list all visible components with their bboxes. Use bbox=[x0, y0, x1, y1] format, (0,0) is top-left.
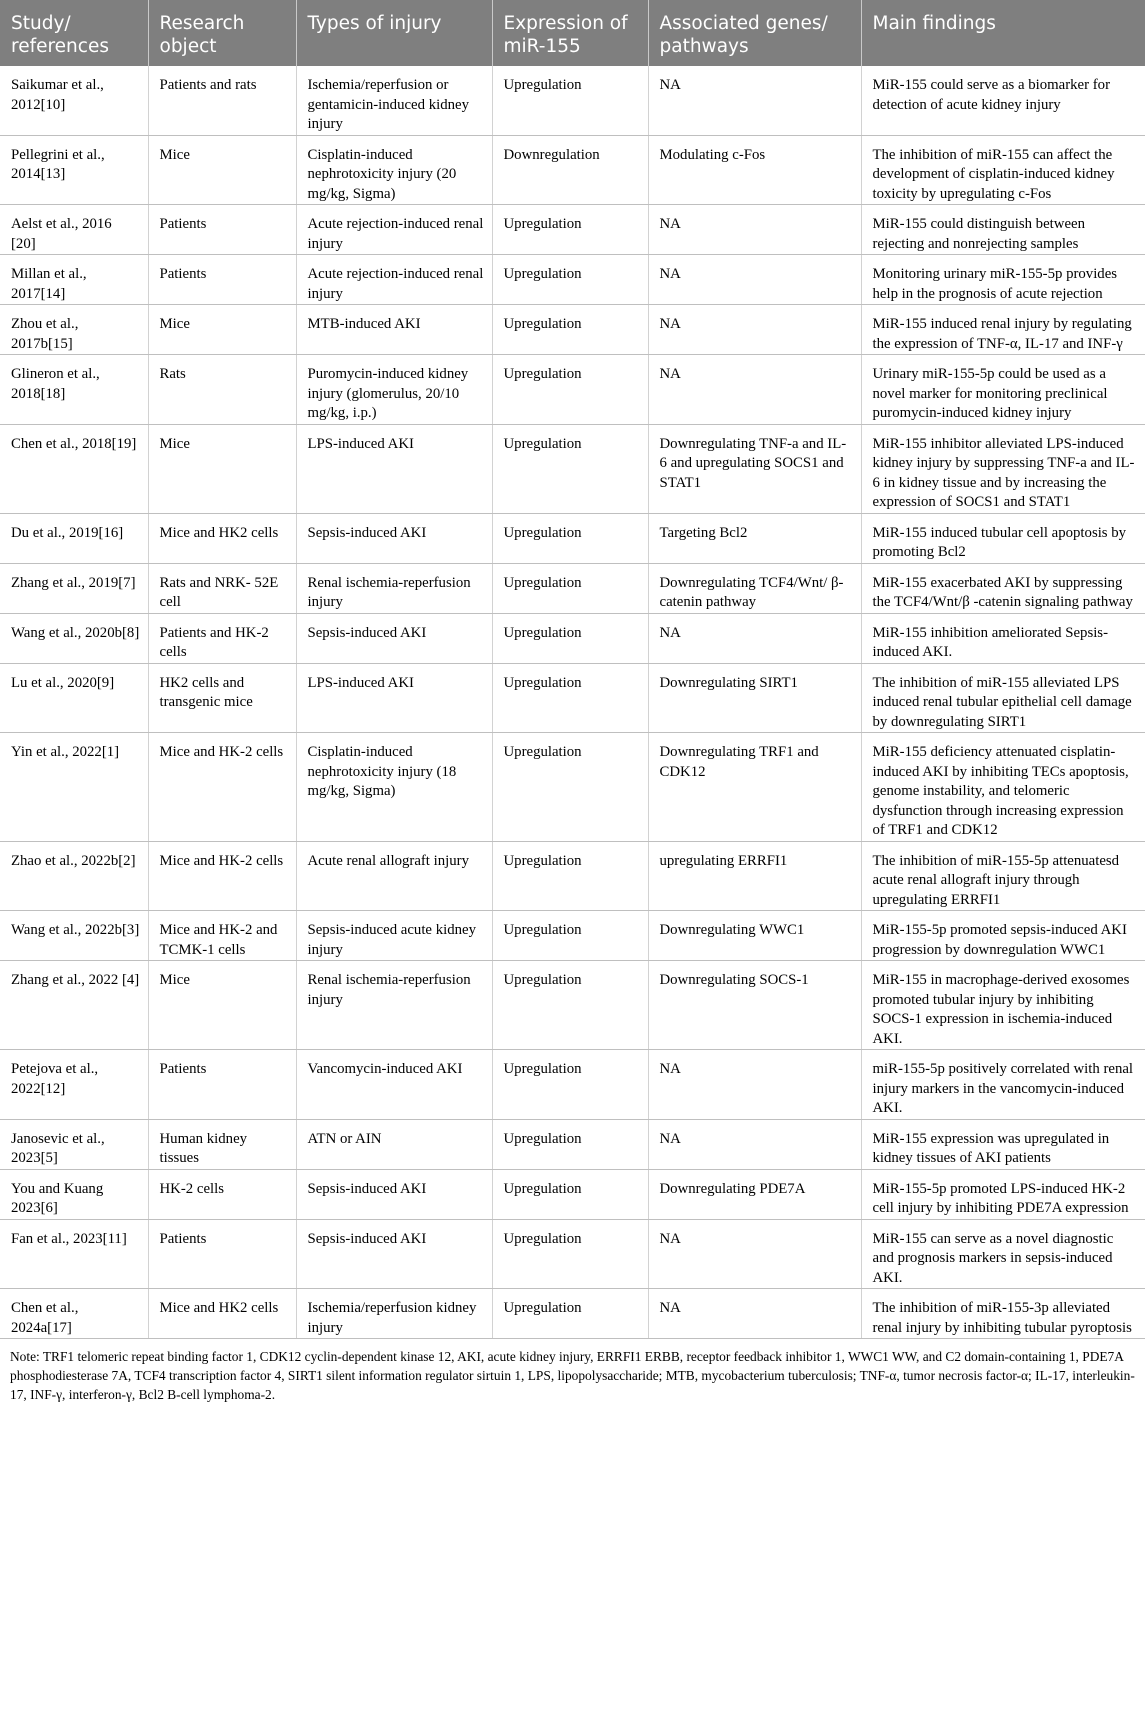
main-findings-cell: miR-155-5p positively correlated with renal injury markers in the vancomycin-induced AKI. bbox=[861, 1050, 1145, 1120]
injury-type-cell: Sepsis-induced AKI bbox=[296, 1219, 492, 1289]
expression-cell: Upregulation bbox=[492, 841, 648, 911]
research-object-cell: Patients bbox=[148, 255, 296, 305]
study-cell: Zhao et al., 2022b[2] bbox=[0, 841, 148, 911]
expression-cell: Upregulation bbox=[492, 1219, 648, 1289]
research-object-cell: Rats bbox=[148, 355, 296, 425]
header-expression: Expression of miR-155 bbox=[492, 0, 648, 66]
research-object-cell: Rats and NRK- 52E cell bbox=[148, 563, 296, 613]
expression-cell: Upregulation bbox=[492, 305, 648, 355]
main-findings-cell: The inhibition of miR-155 can affect the development of cisplatin-induced kidney toxicity by upregulating c-Fos bbox=[861, 135, 1145, 205]
header-research-object: Research object bbox=[148, 0, 296, 66]
injury-type-cell: Cisplatin-induced nephrotoxicity injury (20 mg/kg, Sigma) bbox=[296, 135, 492, 205]
research-object-cell: Mice and HK-2 cells bbox=[148, 841, 296, 911]
table-row bbox=[0, 1050, 1145, 1120]
expression-cell: Upregulation bbox=[492, 255, 648, 305]
research-object-cell: Patients bbox=[148, 1050, 296, 1120]
expression-cell: Upregulation bbox=[492, 66, 648, 135]
table-row bbox=[0, 841, 1145, 911]
injury-type-cell: Vancomycin-induced AKI bbox=[296, 1050, 492, 1120]
header-genes-pathways: Associated genes/ pathways bbox=[648, 0, 861, 66]
table-row bbox=[0, 733, 1145, 842]
main-findings-cell: The inhibition of miR-155-5p attenuatesd acute renal allograft injury through upregulating ERRFI1 bbox=[861, 841, 1145, 911]
genes-pathways-cell: NA bbox=[648, 255, 861, 305]
expression-cell: Upregulation bbox=[492, 205, 648, 255]
research-object-cell: Patients and rats bbox=[148, 66, 296, 135]
genes-pathways-cell: Downregulating SOCS-1 bbox=[648, 961, 861, 1050]
research-object-cell: Mice and HK-2 and TCMK-1 cells bbox=[148, 911, 296, 961]
expression-cell: Upregulation bbox=[492, 563, 648, 613]
genes-pathways-cell: Downregulating SIRT1 bbox=[648, 663, 861, 733]
research-object-cell: Human kidney tissues bbox=[148, 1119, 296, 1169]
genes-pathways-cell: NA bbox=[648, 66, 861, 135]
study-cell: Zhang et al., 2019[7] bbox=[0, 563, 148, 613]
genes-pathways-cell: NA bbox=[648, 355, 861, 425]
genes-pathways-cell: Downregulating TRF1 and CDK12 bbox=[648, 733, 861, 842]
study-cell: Fan et al., 2023[11] bbox=[0, 1219, 148, 1289]
research-object-cell: Mice bbox=[148, 305, 296, 355]
expression-cell: Upregulation bbox=[492, 513, 648, 563]
table-row bbox=[0, 135, 1145, 205]
research-object-cell: Mice and HK-2 cells bbox=[148, 733, 296, 842]
expression-cell: Upregulation bbox=[492, 1050, 648, 1120]
research-object-cell: Mice bbox=[148, 961, 296, 1050]
main-findings-cell: MiR-155 induced renal injury by regulating the expression of TNF-α, IL-17 and INF-γ bbox=[861, 305, 1145, 355]
genes-pathways-cell: NA bbox=[648, 205, 861, 255]
study-cell: Glineron et al., 2018[18] bbox=[0, 355, 148, 425]
study-cell: Wang et al., 2022b[3] bbox=[0, 911, 148, 961]
genes-pathways-cell: Downregulating TCF4/Wnt/ β-catenin pathway bbox=[648, 563, 861, 613]
expression-cell: Upregulation bbox=[492, 424, 648, 513]
table-row bbox=[0, 563, 1145, 613]
study-cell: Lu et al., 2020[9] bbox=[0, 663, 148, 733]
main-findings-cell: Monitoring urinary miR-155-5p provides help in the prognosis of acute rejection bbox=[861, 255, 1145, 305]
research-object-cell: Mice and HK2 cells bbox=[148, 1289, 296, 1339]
expression-cell: Upregulation bbox=[492, 355, 648, 425]
genes-pathways-cell: upregulating ERRFI1 bbox=[648, 841, 861, 911]
main-findings-cell: MiR-155 could distinguish between rejecting and nonrejecting samples bbox=[861, 205, 1145, 255]
injury-type-cell: Ischemia/reperfusion or gentamicin-induced kidney injury bbox=[296, 66, 492, 135]
main-findings-cell: The inhibition of miR-155-3p alleviated renal injury by inhibiting tubular pyroptosis bbox=[861, 1289, 1145, 1339]
study-cell: Wang et al., 2020b[8] bbox=[0, 613, 148, 663]
table-row bbox=[0, 513, 1145, 563]
expression-cell: Downregulation bbox=[492, 135, 648, 205]
injury-type-cell: Ischemia/reperfusion kidney injury bbox=[296, 1289, 492, 1339]
table-row bbox=[0, 1169, 1145, 1219]
research-object-cell: Patients bbox=[148, 1219, 296, 1289]
research-object-cell: Patients and HK-2 cells bbox=[148, 613, 296, 663]
expression-cell: Upregulation bbox=[492, 1169, 648, 1219]
header-row bbox=[0, 0, 1145, 66]
expression-cell: Upregulation bbox=[492, 1289, 648, 1339]
main-findings-cell: MiR-155-5p promoted LPS-induced HK-2 cell injury by inhibiting PDE7A expression bbox=[861, 1169, 1145, 1219]
study-cell: Chen et al., 2024a[17] bbox=[0, 1289, 148, 1339]
injury-type-cell: Acute renal allograft injury bbox=[296, 841, 492, 911]
genes-pathways-cell: NA bbox=[648, 1050, 861, 1120]
injury-type-cell: Cisplatin-induced nephrotoxicity injury (18 mg/kg, Sigma) bbox=[296, 733, 492, 842]
study-cell: Zhang et al., 2022 [4] bbox=[0, 961, 148, 1050]
injury-type-cell: Renal ischemia-reperfusion injury bbox=[296, 961, 492, 1050]
genes-pathways-cell: Downregulating PDE7A bbox=[648, 1169, 861, 1219]
research-object-cell: HK-2 cells bbox=[148, 1169, 296, 1219]
main-findings-cell: MiR-155 deficiency attenuated cisplatin-induced AKI by inhibiting TECs apoptosis, genome instability, and telomeric dysfunction through increasing expression of TRF1 and CDK12 bbox=[861, 733, 1145, 842]
expression-cell: Upregulation bbox=[492, 911, 648, 961]
study-cell: Chen et al., 2018[19] bbox=[0, 424, 148, 513]
injury-type-cell: MTB-induced AKI bbox=[296, 305, 492, 355]
expression-cell: Upregulation bbox=[492, 613, 648, 663]
injury-type-cell: Sepsis-induced AKI bbox=[296, 613, 492, 663]
study-cell: Zhou et al., 2017b[15] bbox=[0, 305, 148, 355]
study-cell: Du et al., 2019[16] bbox=[0, 513, 148, 563]
study-cell: Pellegrini et al., 2014[13] bbox=[0, 135, 148, 205]
main-findings-cell: MiR-155-5p promoted sepsis-induced AKI progression by downregulation WWC1 bbox=[861, 911, 1145, 961]
injury-type-cell: Sepsis-induced AKI bbox=[296, 1169, 492, 1219]
main-findings-cell: MiR-155 can serve as a novel diagnostic and prognosis markers in sepsis-induced AKI. bbox=[861, 1219, 1145, 1289]
study-cell: Millan et al., 2017[14] bbox=[0, 255, 148, 305]
genes-pathways-cell: Modulating c-Fos bbox=[648, 135, 861, 205]
table-row bbox=[0, 355, 1145, 425]
table-row bbox=[0, 305, 1145, 355]
header-main-findings: Main findings bbox=[861, 0, 1145, 66]
genes-pathways-cell: NA bbox=[648, 305, 861, 355]
table-row bbox=[0, 1219, 1145, 1289]
table-row bbox=[0, 911, 1145, 961]
genes-pathways-cell: Downregulating WWC1 bbox=[648, 911, 861, 961]
genes-pathways-cell: NA bbox=[648, 1119, 861, 1169]
injury-type-cell: ATN or AIN bbox=[296, 1119, 492, 1169]
injury-type-cell: Puromycin-induced kidney injury (glomerulus, 20/10 mg/kg, i.p.) bbox=[296, 355, 492, 425]
table-row bbox=[0, 1289, 1145, 1339]
main-findings-cell: Urinary miR-155-5p could be used as a novel marker for monitoring preclinical puromycin-induced kidney injury bbox=[861, 355, 1145, 425]
study-cell: Saikumar et al., 2012[10] bbox=[0, 66, 148, 135]
injury-type-cell: LPS-induced AKI bbox=[296, 663, 492, 733]
main-findings-cell: MiR-155 in macrophage-derived exosomes promoted tubular injury by inhibiting SOCS-1 expression in ischemia-induced AKI. bbox=[861, 961, 1145, 1050]
table-row bbox=[0, 663, 1145, 733]
table-row bbox=[0, 1119, 1145, 1169]
injury-type-cell: Renal ischemia-reperfusion injury bbox=[296, 563, 492, 613]
header-study: Study/ references bbox=[0, 0, 148, 66]
injury-type-cell: Acute rejection-induced renal injury bbox=[296, 205, 492, 255]
table-row bbox=[0, 255, 1145, 305]
study-cell: Yin et al., 2022[1] bbox=[0, 733, 148, 842]
table-row bbox=[0, 613, 1145, 663]
expression-cell: Upregulation bbox=[492, 663, 648, 733]
injury-type-cell: Sepsis-induced AKI bbox=[296, 513, 492, 563]
main-findings-cell: MiR-155 inhibitor alleviated LPS-induced kidney injury by suppressing TNF-a and IL-6 in kidney tissue and by increasing the expression of SOCS1 and STAT1 bbox=[861, 424, 1145, 513]
genes-pathways-cell: Targeting Bcl2 bbox=[648, 513, 861, 563]
research-object-cell: Mice bbox=[148, 424, 296, 513]
table-note: Note: TRF1 telomeric repeat binding factor 1, CDK12 cyclin-dependent kinase 12, AKI, acute kidney injury, ERRFI1 ERBB, receptor feedback inhibitor 1, WWC1 WW, and C2 domain-containing 1, PDE7A phosphodiesterase 7A, TCF4 transcription factor 4, SIRT1 silent information regulator sirtuin 1, LPS, lipopolysaccharide; MTB, mycobacterium tuberculosis; TNF-α, tumor necrosis factor-α; IL-17, interleukin-17, INF-γ, interferon-γ, Bcl2 B-cell lymphoma-2. bbox=[10, 1349, 1135, 1402]
table-row bbox=[0, 961, 1145, 1050]
expression-cell: Upregulation bbox=[492, 1119, 648, 1169]
study-cell: You and Kuang 2023[6] bbox=[0, 1169, 148, 1219]
table-row bbox=[0, 424, 1145, 513]
genes-pathways-cell: NA bbox=[648, 613, 861, 663]
study-cell: Aelst et al., 2016 [20] bbox=[0, 205, 148, 255]
study-cell: Petejova et al., 2022[12] bbox=[0, 1050, 148, 1120]
injury-type-cell: LPS-induced AKI bbox=[296, 424, 492, 513]
injury-type-cell: Acute rejection-induced renal injury bbox=[296, 255, 492, 305]
research-object-cell: Mice and HK2 cells bbox=[148, 513, 296, 563]
research-object-cell: HK2 cells and transgenic mice bbox=[148, 663, 296, 733]
genes-pathways-cell: NA bbox=[648, 1219, 861, 1289]
table-row bbox=[0, 205, 1145, 255]
main-findings-cell: MiR-155 induced tubular cell apoptosis by promoting Bcl2 bbox=[861, 513, 1145, 563]
main-findings-cell: The inhibition of miR-155 alleviated LPS induced renal tubular epithelial cell damage by downregulating SIRT1 bbox=[861, 663, 1145, 733]
main-findings-cell: MiR-155 could serve as a biomarker for detection of acute kidney injury bbox=[861, 66, 1145, 135]
genes-pathways-cell: NA bbox=[648, 1289, 861, 1339]
genes-pathways-cell: Downregulating TNF-a and IL-6 and upregulating SOCS1 and STAT1 bbox=[648, 424, 861, 513]
header-types-of-injury: Types of injury bbox=[296, 0, 492, 66]
injury-type-cell: Sepsis-induced acute kidney injury bbox=[296, 911, 492, 961]
research-object-cell: Mice bbox=[148, 135, 296, 205]
expression-cell: Upregulation bbox=[492, 733, 648, 842]
table-row bbox=[0, 66, 1145, 135]
study-cell: Janosevic et al., 2023[5] bbox=[0, 1119, 148, 1169]
main-findings-cell: MiR-155 inhibition ameliorated Sepsis-induced AKI. bbox=[861, 613, 1145, 663]
main-findings-cell: MiR-155 expression was upregulated in kidney tissues of AKI patients bbox=[861, 1119, 1145, 1169]
expression-cell: Upregulation bbox=[492, 961, 648, 1050]
main-findings-cell: MiR-155 exacerbated AKI by suppressing the TCF4/Wnt/β -catenin signaling pathway bbox=[861, 563, 1145, 613]
research-object-cell: Patients bbox=[148, 205, 296, 255]
